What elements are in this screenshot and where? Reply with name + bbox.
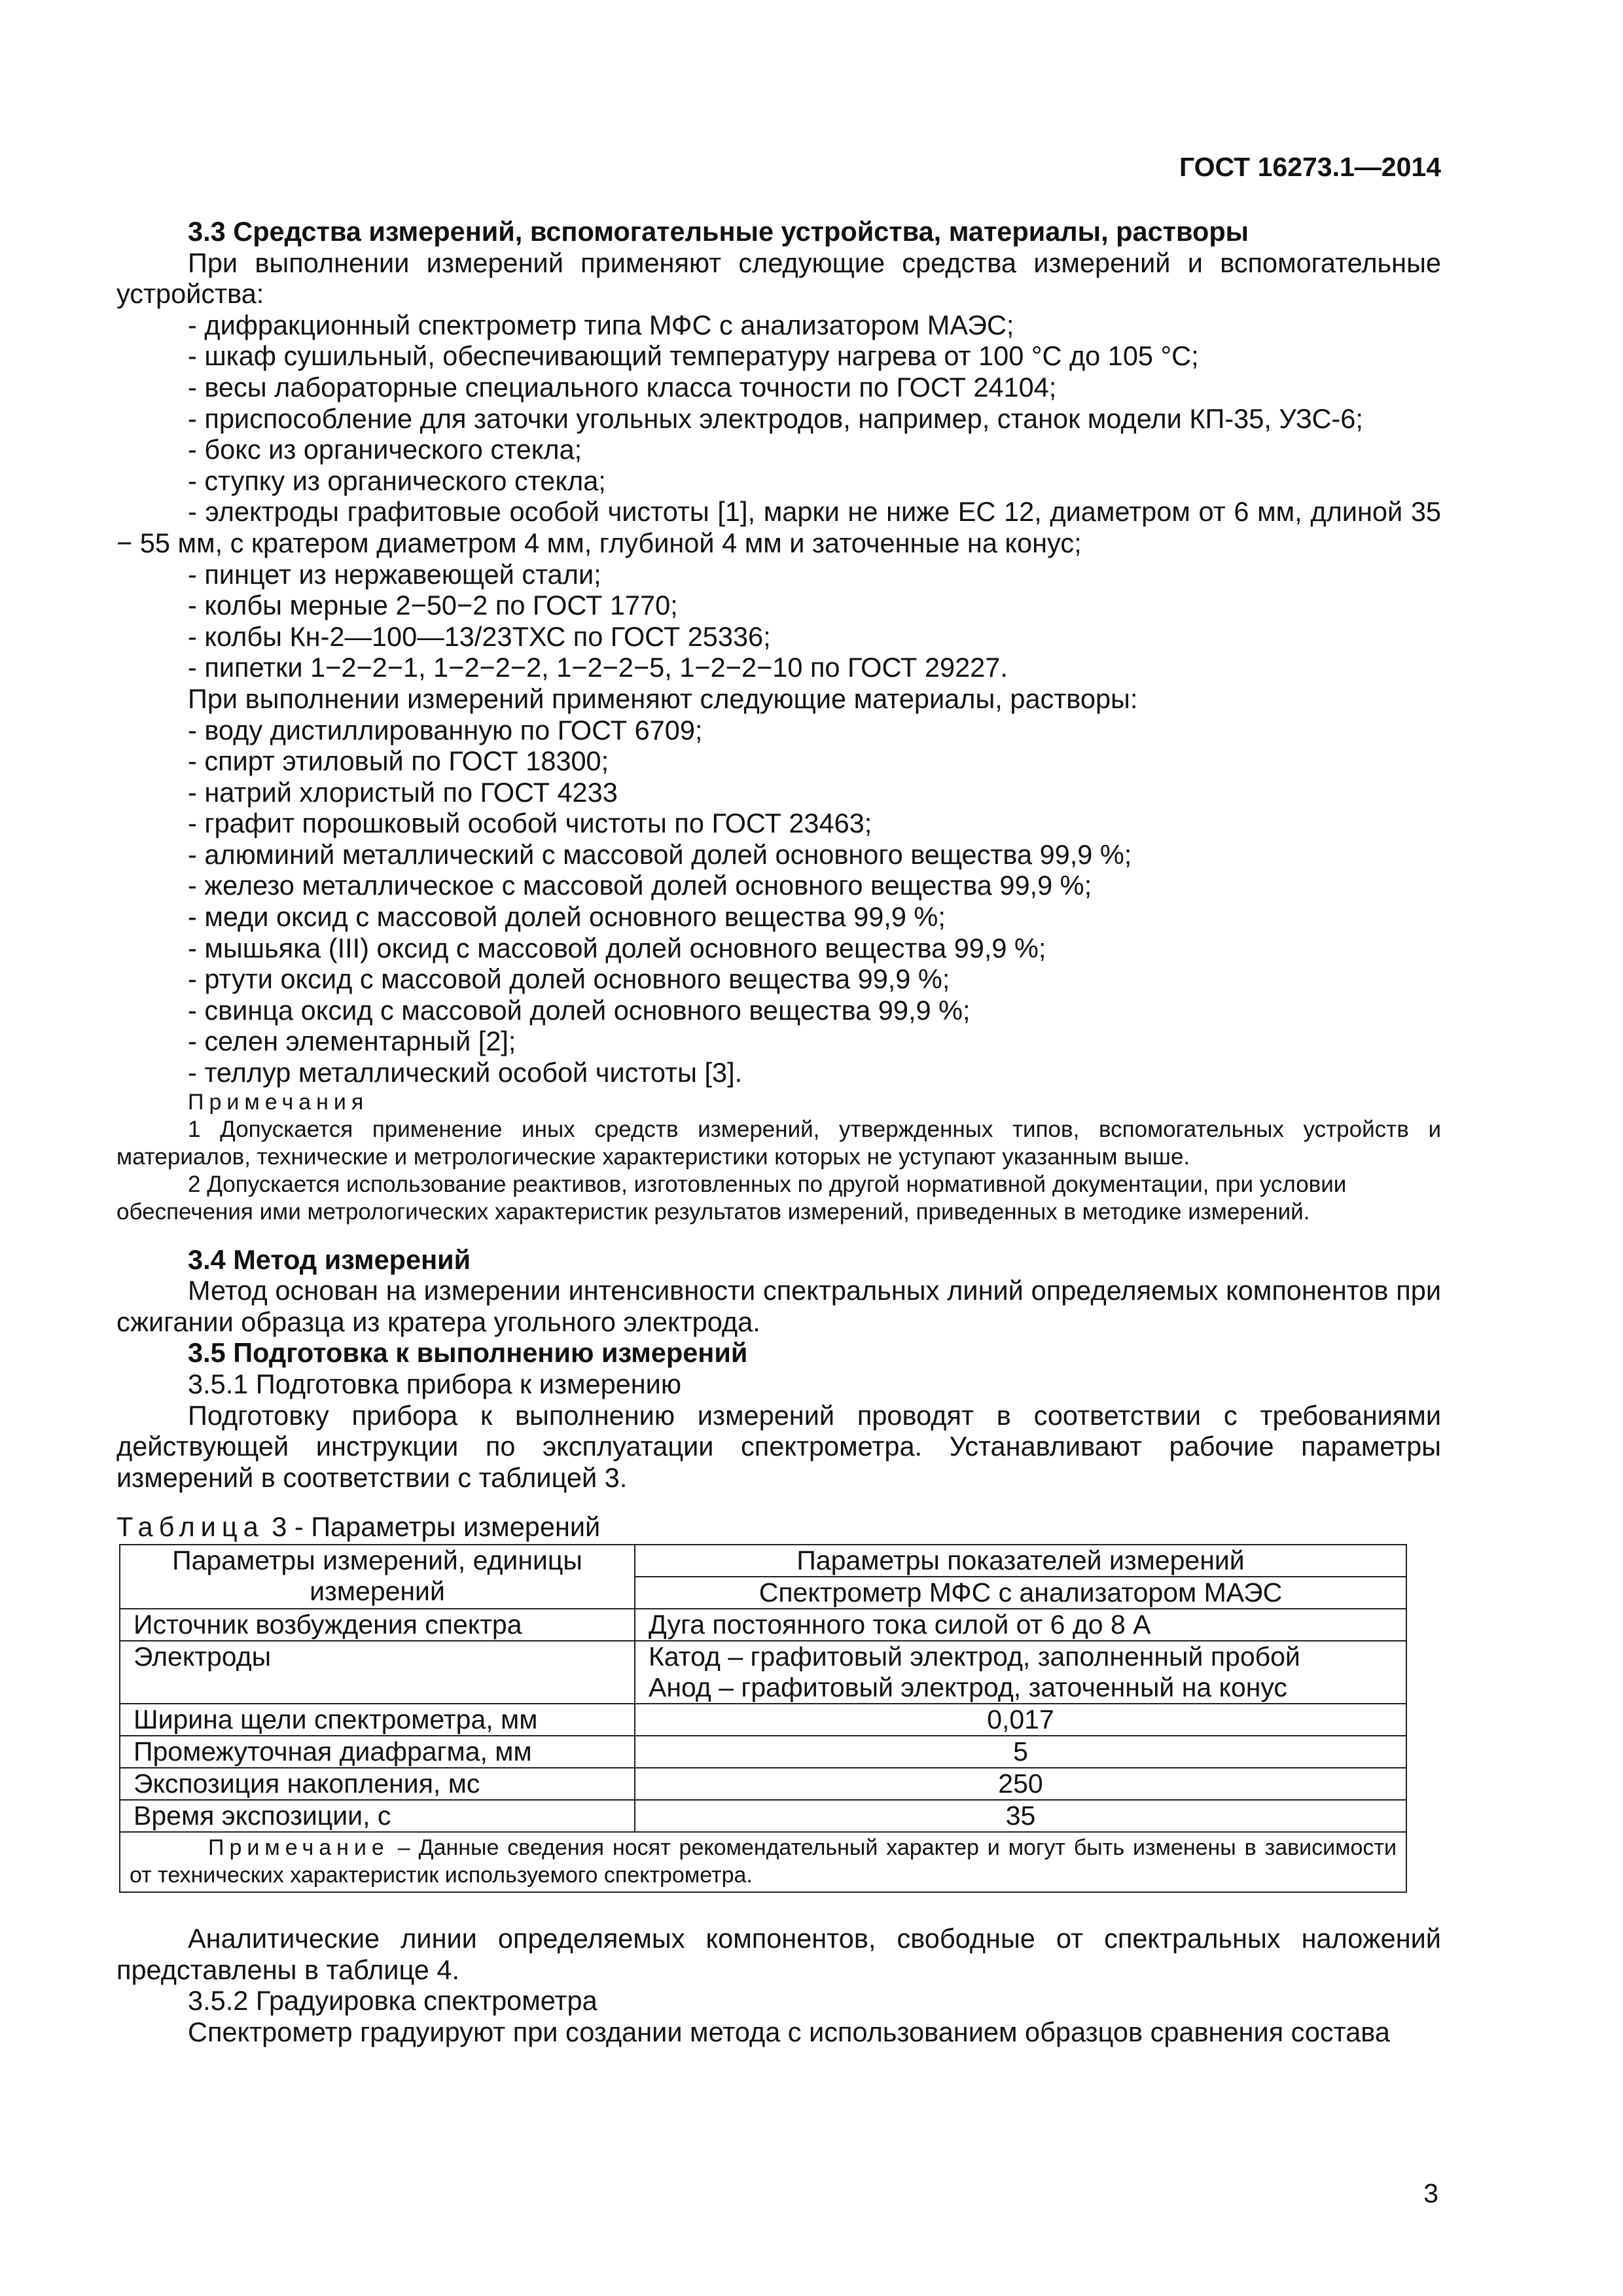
header-values-top: Параметры показателей измерений (796, 1545, 1245, 1575)
parameter-cell: Ширина щели спектрометра, мм (120, 1704, 635, 1736)
list-item: - ступку из органического стекла; (188, 465, 606, 496)
header-values-cell (635, 1545, 1406, 1609)
table-row (120, 1800, 1406, 1832)
value-cell: 35 (635, 1800, 1406, 1832)
list-item: - натрий хлористый по ГОСТ 4233 (188, 776, 618, 808)
table-note-row (120, 1832, 1406, 1892)
table-caption-label: Таблица (116, 1511, 264, 1543)
section-3-5-1-text: Подготовку прибора к выполнению измерений проводят в соответствии с требованиями действующей инструкции по эксплуатации спектрометра. Устанавливают рабочие параметры измерений в соответствии с таблицей 3. (116, 1399, 1441, 1493)
list-item: - пипетки 1−2−2−1, 1−2−2−2, 1−2−2−5, 1−2−2−10 по ГОСТ 29227. (188, 652, 1008, 683)
value-cell: 0,017 (635, 1704, 1406, 1736)
value-cell: Дуга постоянного тока силой от 6 до 8 А (635, 1609, 1406, 1641)
header-parameters-cell: Параметры измерений, единицы измерений (120, 1545, 635, 1609)
table-note-text: – Данные сведения носят рекомендательный характер и могут быть изменены в зависимости от технических характеристик используемого спектрометра. (130, 1835, 1397, 1888)
table-header-row (120, 1545, 1406, 1609)
section-3-5-2-text: Спектрометр градуируют при создании метода с использованием образцов сравнения состава (188, 2016, 1390, 2047)
parameter-cell: Промежуточная диафрагма, мм (120, 1736, 635, 1768)
list-item: - воду дистиллированную по ГОСТ 6709; (188, 714, 703, 745)
section-3-4-text: Метод основан на измерении интенсивности спектральных линий определяемых компонентов при сжигании образца из кратера угольного электрода. (116, 1275, 1441, 1337)
list-item: - шкаф сушильный, обеспечивающий температуру нагрева от 100 °С до 105 °С; (188, 340, 1199, 372)
list-item: - алюминий металлический с массовой долей основного вещества 99,9 %; (188, 838, 1132, 870)
table-row (120, 1704, 1406, 1736)
list-item: - графит порошковый особой чистоты по ГОСТ 23463; (188, 808, 872, 839)
list-item: - дифракционный спектрометр типа МФС с анализатором МАЭС; (188, 309, 1014, 340)
parameter-cell: Источник возбуждения спектра (120, 1609, 635, 1641)
section-3-5-1-title: 3.5.1 Подготовка прибора к измерению (188, 1369, 681, 1399)
table-caption-text: 3 - Параметры измерений (272, 1511, 601, 1543)
list-item: - колбы мерные 2−50−2 по ГОСТ 1770; (188, 590, 678, 621)
value-cell (635, 1641, 1406, 1704)
list-item: - меди оксид с массовой долей основного вещества 99,9 %; (188, 901, 946, 933)
table-row (120, 1736, 1406, 1768)
note-2: 2 Допускается использование реактивов, изготовленных по другой нормативной документации, при условии обеспечения ими метрологических характеристик результатов измерений, приведенных в методике измерений. (116, 1171, 1347, 1225)
list-item: - колбы Кн-2—100—13/23ТХС по ГОСТ 25336; (188, 620, 771, 652)
header-values-bottom: Спектрометр МФС с анализатором МАЭС (635, 1576, 1406, 1608)
note-1: 1 Допускается применение иных средств измерений, утвержденных типов, вспомогательных устройств и материалов, технические и метрологические характеристики которых не уступают указанным выше. (116, 1116, 1441, 1170)
list-item: - ртути оксид с массовой долей основного вещества 99,9 %; (188, 963, 950, 995)
list-item: - теллур металлический особой чистоты [3]. (188, 1057, 743, 1088)
table-row (120, 1609, 1406, 1641)
parameter-cell: Электроды (120, 1641, 635, 1704)
table-row (120, 1768, 1406, 1800)
value-cell: 250 (635, 1768, 1406, 1800)
value-line: Анод – графитовый электрод, заточенный на конус (649, 1672, 1287, 1702)
list-item: - железо металлическое с массовой долей основного вещества 99,9 %; (188, 870, 1092, 901)
section-3-5-2-title: 3.5.2 Градуировка спектрометра (188, 1985, 597, 2017)
value-cell: 5 (635, 1736, 1406, 1768)
parameter-cell: Время экспозиции, с (120, 1800, 635, 1832)
section-3-3-title: 3.3 Средства измерений, вспомогательные устройства, материалы, растворы (188, 216, 1249, 247)
list-item: - мышьяка (III) оксид с массовой долей основного вещества 99,9 %; (188, 932, 1046, 963)
list-item: - селен элементарный [2]; (188, 1026, 516, 1057)
materials-list (116, 715, 1441, 1088)
page-number: 3 (1423, 2178, 1438, 2208)
list-item: - пинцет из нержавеющей стали; (188, 558, 601, 590)
notes-label: Примечания (188, 1089, 369, 1115)
table-3-caption (116, 1511, 1441, 1543)
list-item: - весы лабораторные специального класса точности по ГОСТ 24104; (188, 371, 1057, 403)
table-note (120, 1832, 1406, 1892)
list-item: - приспособление для заточки угольных электродов, например, станок модели КП-35, УЗС-6; (188, 403, 1363, 434)
parameters-table (119, 1544, 1407, 1893)
table-note-label: Примечание (208, 1835, 389, 1860)
materials-intro: При выполнении измерений применяют следующие материалы, растворы: (188, 683, 1138, 714)
parameter-cell: Экспозиция накопления, мс (120, 1768, 635, 1800)
page-content (116, 216, 1441, 2047)
instruments-list (116, 310, 1441, 683)
section-3-5-title: 3.5 Подготовка к выполнению измерений (188, 1337, 748, 1369)
list-item: - свинца оксид с массовой долей основного вещества 99,9 %; (188, 994, 971, 1026)
after-table-text: Аналитические линии определяемых компонентов, свободные от спектральных наложений представлены в таблице 4. (116, 1922, 1441, 1985)
value-line: Катод – графитовый электрод, заполненный пробой (649, 1641, 1300, 1672)
section-3-4-title: 3.4 Метод измерений (188, 1244, 471, 1275)
table-row (120, 1641, 1406, 1704)
instruments-intro: При выполнении измерений применяют следующие средства измерений и вспомогательные устройства: (116, 247, 1441, 310)
document-code: ГОСТ 16273.1—2014 (1179, 152, 1441, 182)
list-item: - электроды графитовые особой чистоты [1], марки не ниже ЕС 12, диаметром от 6 мм, длиной 35 − 55 мм, с кратером диаметром 4 мм, глубиной 4 мм и заточенные на конус; (116, 496, 1441, 558)
list-item: - спирт этиловый по ГОСТ 18300; (188, 745, 609, 777)
list-item: - бокс из органического стекла; (188, 434, 582, 465)
